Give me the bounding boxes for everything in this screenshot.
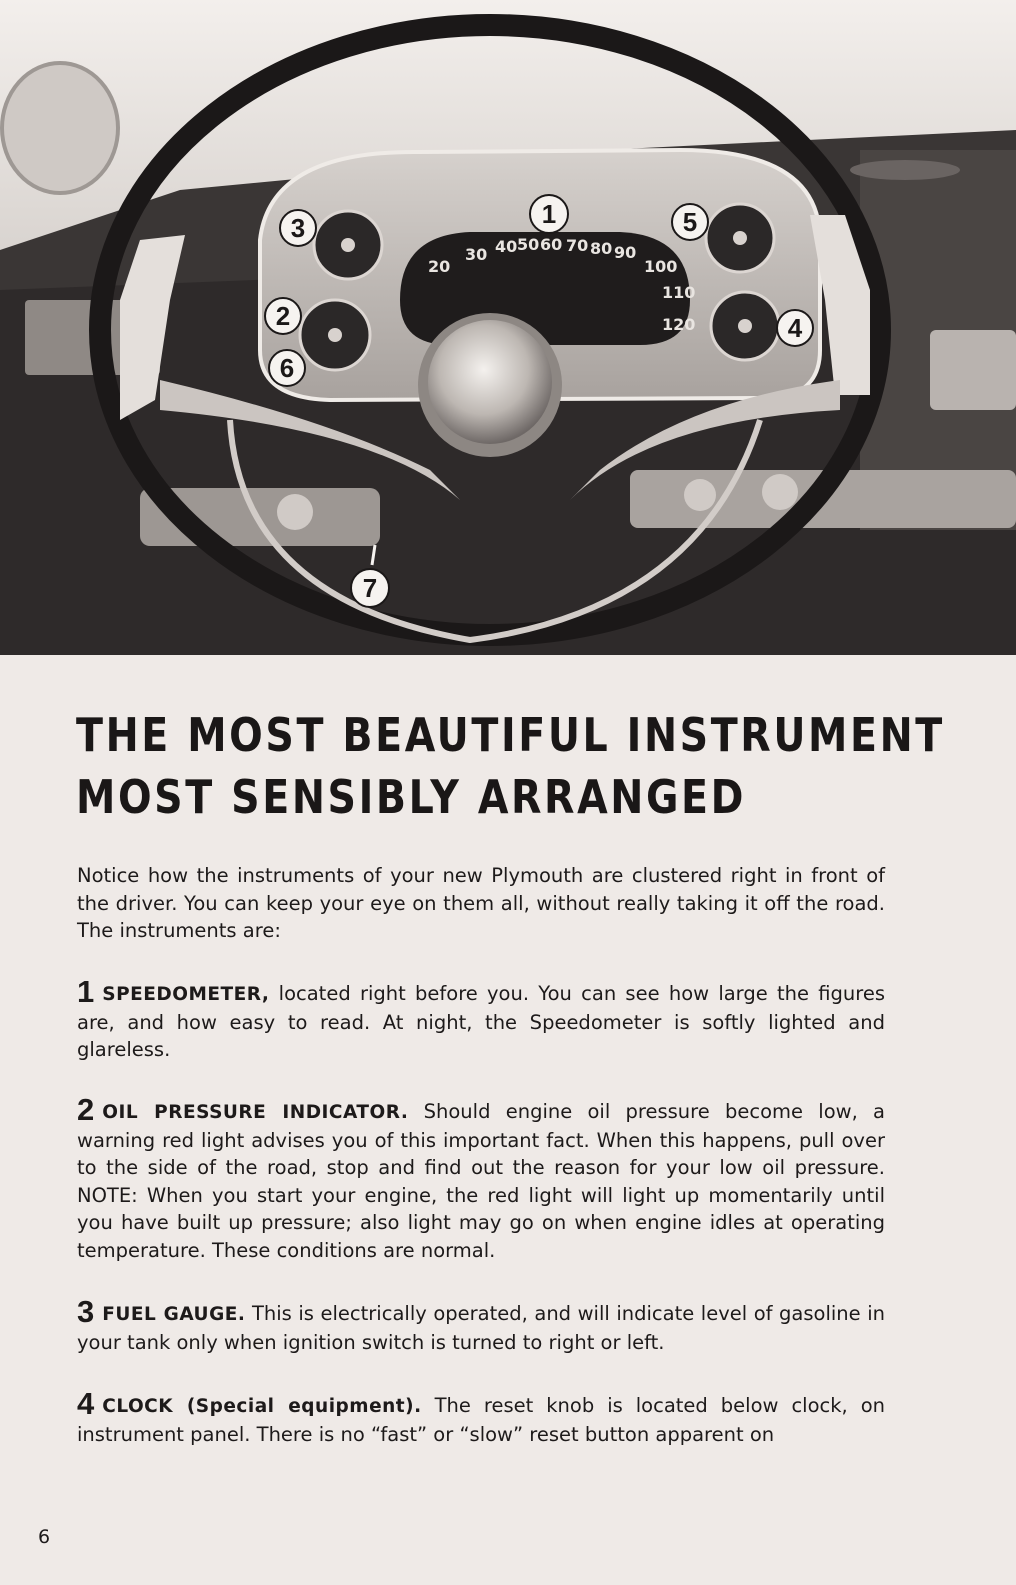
speedo-tick-label: 90 xyxy=(614,243,637,262)
callout-1 xyxy=(530,195,568,233)
intro-paragraph: Notice how the instruments of your new Plymouth are clustered right in front of the driver. You can keep your eye on them all, without really taking it off the road. The instruments are: xyxy=(77,864,885,943)
speedo-tick-label: 100 xyxy=(644,257,678,276)
item-fuel-gauge xyxy=(77,1294,885,1356)
callout-3 xyxy=(280,210,316,246)
callout-4-label: 4 xyxy=(787,313,803,343)
item-text: located right before you. You can see how large the figures are, and how easy to read. At night, the Speedometer is softly lighted and glareless. xyxy=(77,982,885,1062)
page-headline xyxy=(76,704,945,828)
dashboard-photo xyxy=(0,0,1016,655)
speedo-tick-label: 30 xyxy=(465,245,488,264)
headline-line-1: THE MOST BEAUTIFUL INSTRUMENT xyxy=(76,708,945,762)
speedo-tick-label: 70 xyxy=(566,236,589,255)
speedo-tick-label: 60 xyxy=(540,235,563,254)
speedo-tick-label: 40 xyxy=(495,237,518,256)
item-number: 3 xyxy=(77,1294,95,1329)
callout-5-label: 5 xyxy=(682,207,698,237)
item-text: Should engine oil pressure become low, a warning red light advises you of this important fact. When this happens, pull over to the side of the road, stop and find out the reason for your low oil pressure. NOTE: When you start your engine, the red light will light up momentarily until you have built up pressure; also light may go on when engine idles at operating temperature. These conditions are normal. xyxy=(77,1100,885,1262)
callout-2 xyxy=(265,298,301,334)
speedo-tick-label: 110 xyxy=(662,283,696,302)
item-text: The reset knob is located below clock, on instrument panel. There is no “fast” or “slow” reset button apparent on xyxy=(77,1394,885,1446)
item-title: SPEEDOMETER, xyxy=(102,984,270,1005)
item-text: This is electrically operated, and will indicate level of gasoline in your tank only when ignition switch is turned to right or left. xyxy=(77,1302,885,1354)
callout-5 xyxy=(672,204,708,240)
speedo-tick-label: 20 xyxy=(428,257,451,276)
item-oil-pressure xyxy=(77,1092,885,1265)
item-number: 4 xyxy=(77,1386,95,1421)
speedo-tick-label: 120 xyxy=(662,315,696,334)
callout-2-label: 2 xyxy=(275,301,291,331)
callout-6-label: 6 xyxy=(279,353,295,383)
speedo-tick-label: 80 xyxy=(590,239,613,258)
callout-1-label: 1 xyxy=(541,199,557,229)
item-title: OIL PRESSURE INDICATOR. xyxy=(102,1102,409,1123)
item-title: CLOCK (Special equipment). xyxy=(102,1396,422,1417)
headline-line-2: MOST SENSIBLY ARRANGED xyxy=(76,770,747,824)
page-number: 6 xyxy=(38,1526,51,1548)
callout-4 xyxy=(777,310,813,346)
item-number: 1 xyxy=(77,974,95,1009)
callout-6 xyxy=(269,350,305,386)
callout-7-label: 7 xyxy=(362,573,378,603)
item-number: 2 xyxy=(77,1092,95,1127)
callout-3-label: 3 xyxy=(290,213,306,243)
item-clock xyxy=(77,1386,885,1448)
item-speedometer xyxy=(77,974,885,1064)
item-title: FUEL GAUGE. xyxy=(102,1304,246,1325)
speedo-tick-label: 50 xyxy=(517,235,540,254)
